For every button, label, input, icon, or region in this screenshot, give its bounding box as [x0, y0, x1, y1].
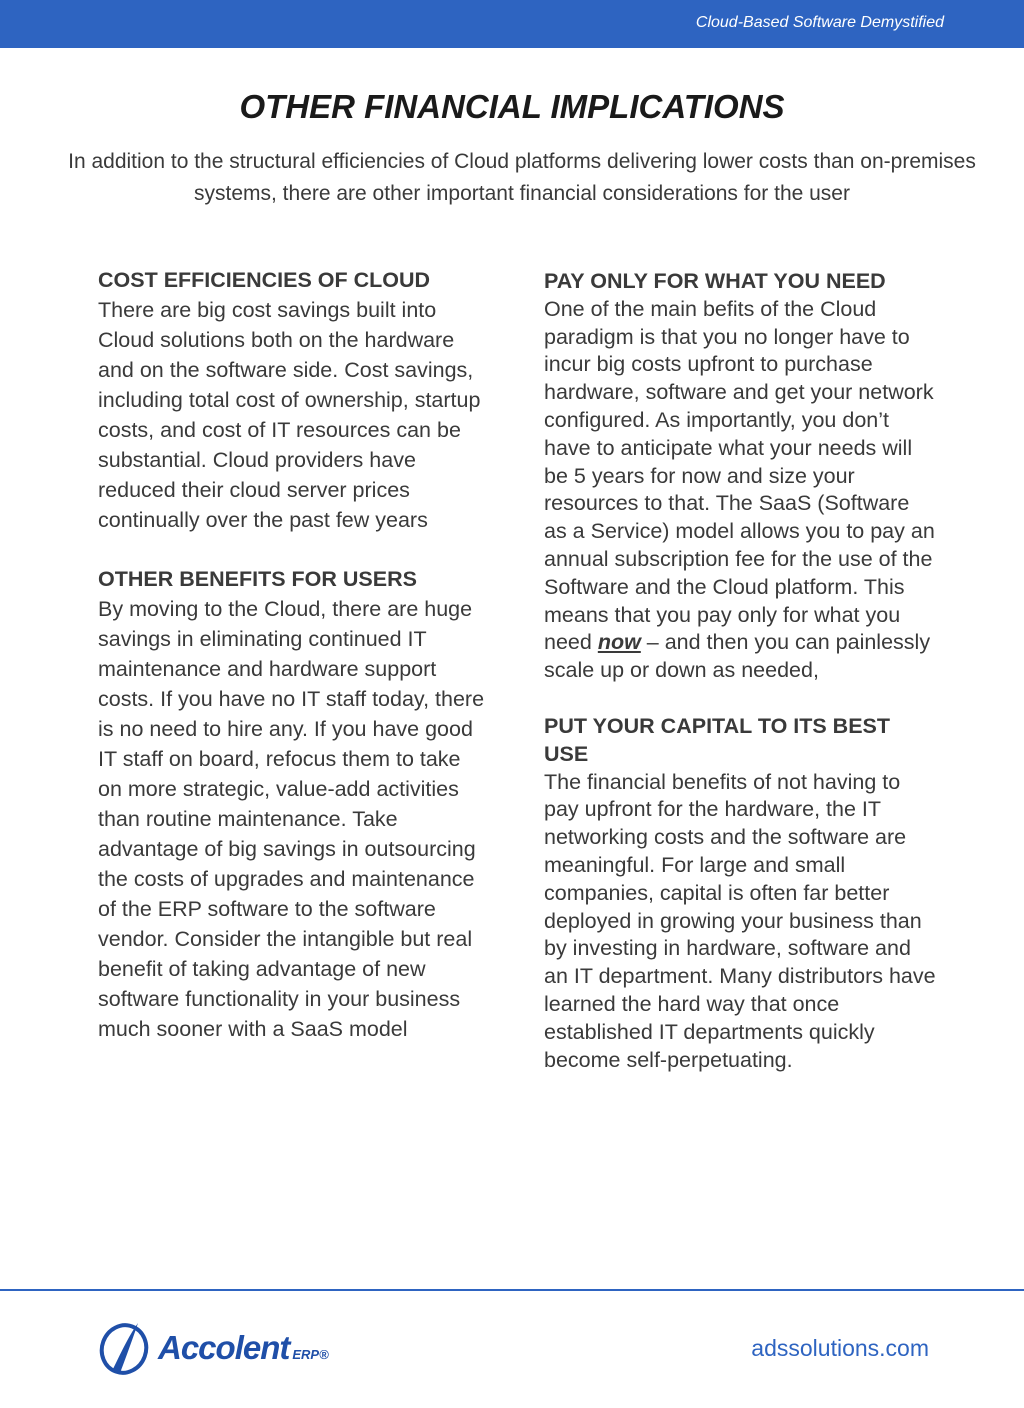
page-title: OTHER FINANCIAL IMPLICATIONS: [239, 88, 785, 125]
section-capital: [544, 713, 936, 1074]
section-heading: OTHER BENEFITS FOR USERS: [98, 567, 417, 591]
body-text-after: – and then you can painlessly scale up or down as needed,: [544, 630, 931, 683]
logo-erp-mark: ERP®: [292, 1346, 329, 1362]
website-link[interactable]: adssolutions.com: [751, 1335, 929, 1361]
section-heading: PUT YOUR CAPITAL TO ITS BEST USE: [544, 713, 891, 766]
section-body: [544, 296, 936, 685]
section-heading: PAY ONLY FOR WHAT YOU NEED: [544, 269, 886, 293]
left-column: [98, 265, 488, 1073]
right-column: [544, 268, 936, 1102]
section-body: There are big cost savings built into Cloud solutions both on the hardware and on the software side. Cost savings, including total cost of ownership, startup costs, and cost of IT resources can be substantial. Cloud providers have reduced their cloud server prices continually over the past few years: [98, 298, 481, 532]
section-pay-only: [544, 268, 936, 685]
body-text-before: One of the main befits of the Cloud paradigm is that you no longer have to incur big costs upfront to purchase hardware, software and get your network configured. As importantly, you don’t have to anticipate what your needs will be 5 years for now and size your resources to that. The SaaS (Software as a Service) model allows you to pay an annual subscription fee for the use of the Software and the Cloud platform. This means that you pay only for what you need: [544, 296, 935, 655]
header-bar: [0, 0, 1024, 48]
emphasis-now: now: [597, 630, 641, 655]
footer-divider: [0, 1289, 1024, 1291]
section-other-benefits: [98, 564, 488, 1044]
section-cost-efficiencies: [98, 265, 488, 535]
section-body: The financial benefits of not having to pay upfront for the hardware, the IT networking costs and the software are meaningful. For large and small companies, capital is often far better deployed in growing your business than by investing in hardware, software and an IT department. Many distributors have learned the hard way that once established IT departments quickly become self-perpetuating.: [544, 769, 936, 1072]
accolent-logo: [98, 1318, 348, 1378]
header-tagline: Cloud-Based Software Demystified: [695, 14, 944, 31]
section-body: By moving to the Cloud, there are huge savings in eliminating continued IT maintenance and hardware support costs. If you have no IT staff today, there is no need to hire any. If you have good IT staff on board, refocus them to take on more strategic, value-add activities than routine maintenance. Take advantage of big savings in outsourcing the costs of upgrades and maintenance of the ERP software to the software vendor. Consider the intangible but real benefit of taking advantage of new software functionality in your business much sooner with a SaaS model: [98, 597, 485, 1041]
logo-wordmark: Accolent: [158, 1329, 290, 1366]
logo-swoosh-icon: [98, 1319, 154, 1377]
intro-paragraph: In addition to the structural efficiencies of Cloud platforms delivering lower costs than on-premises systems, there are other important financial considerations for the user: [68, 150, 976, 205]
section-heading: COST EFFICIENCIES OF CLOUD: [98, 268, 431, 292]
